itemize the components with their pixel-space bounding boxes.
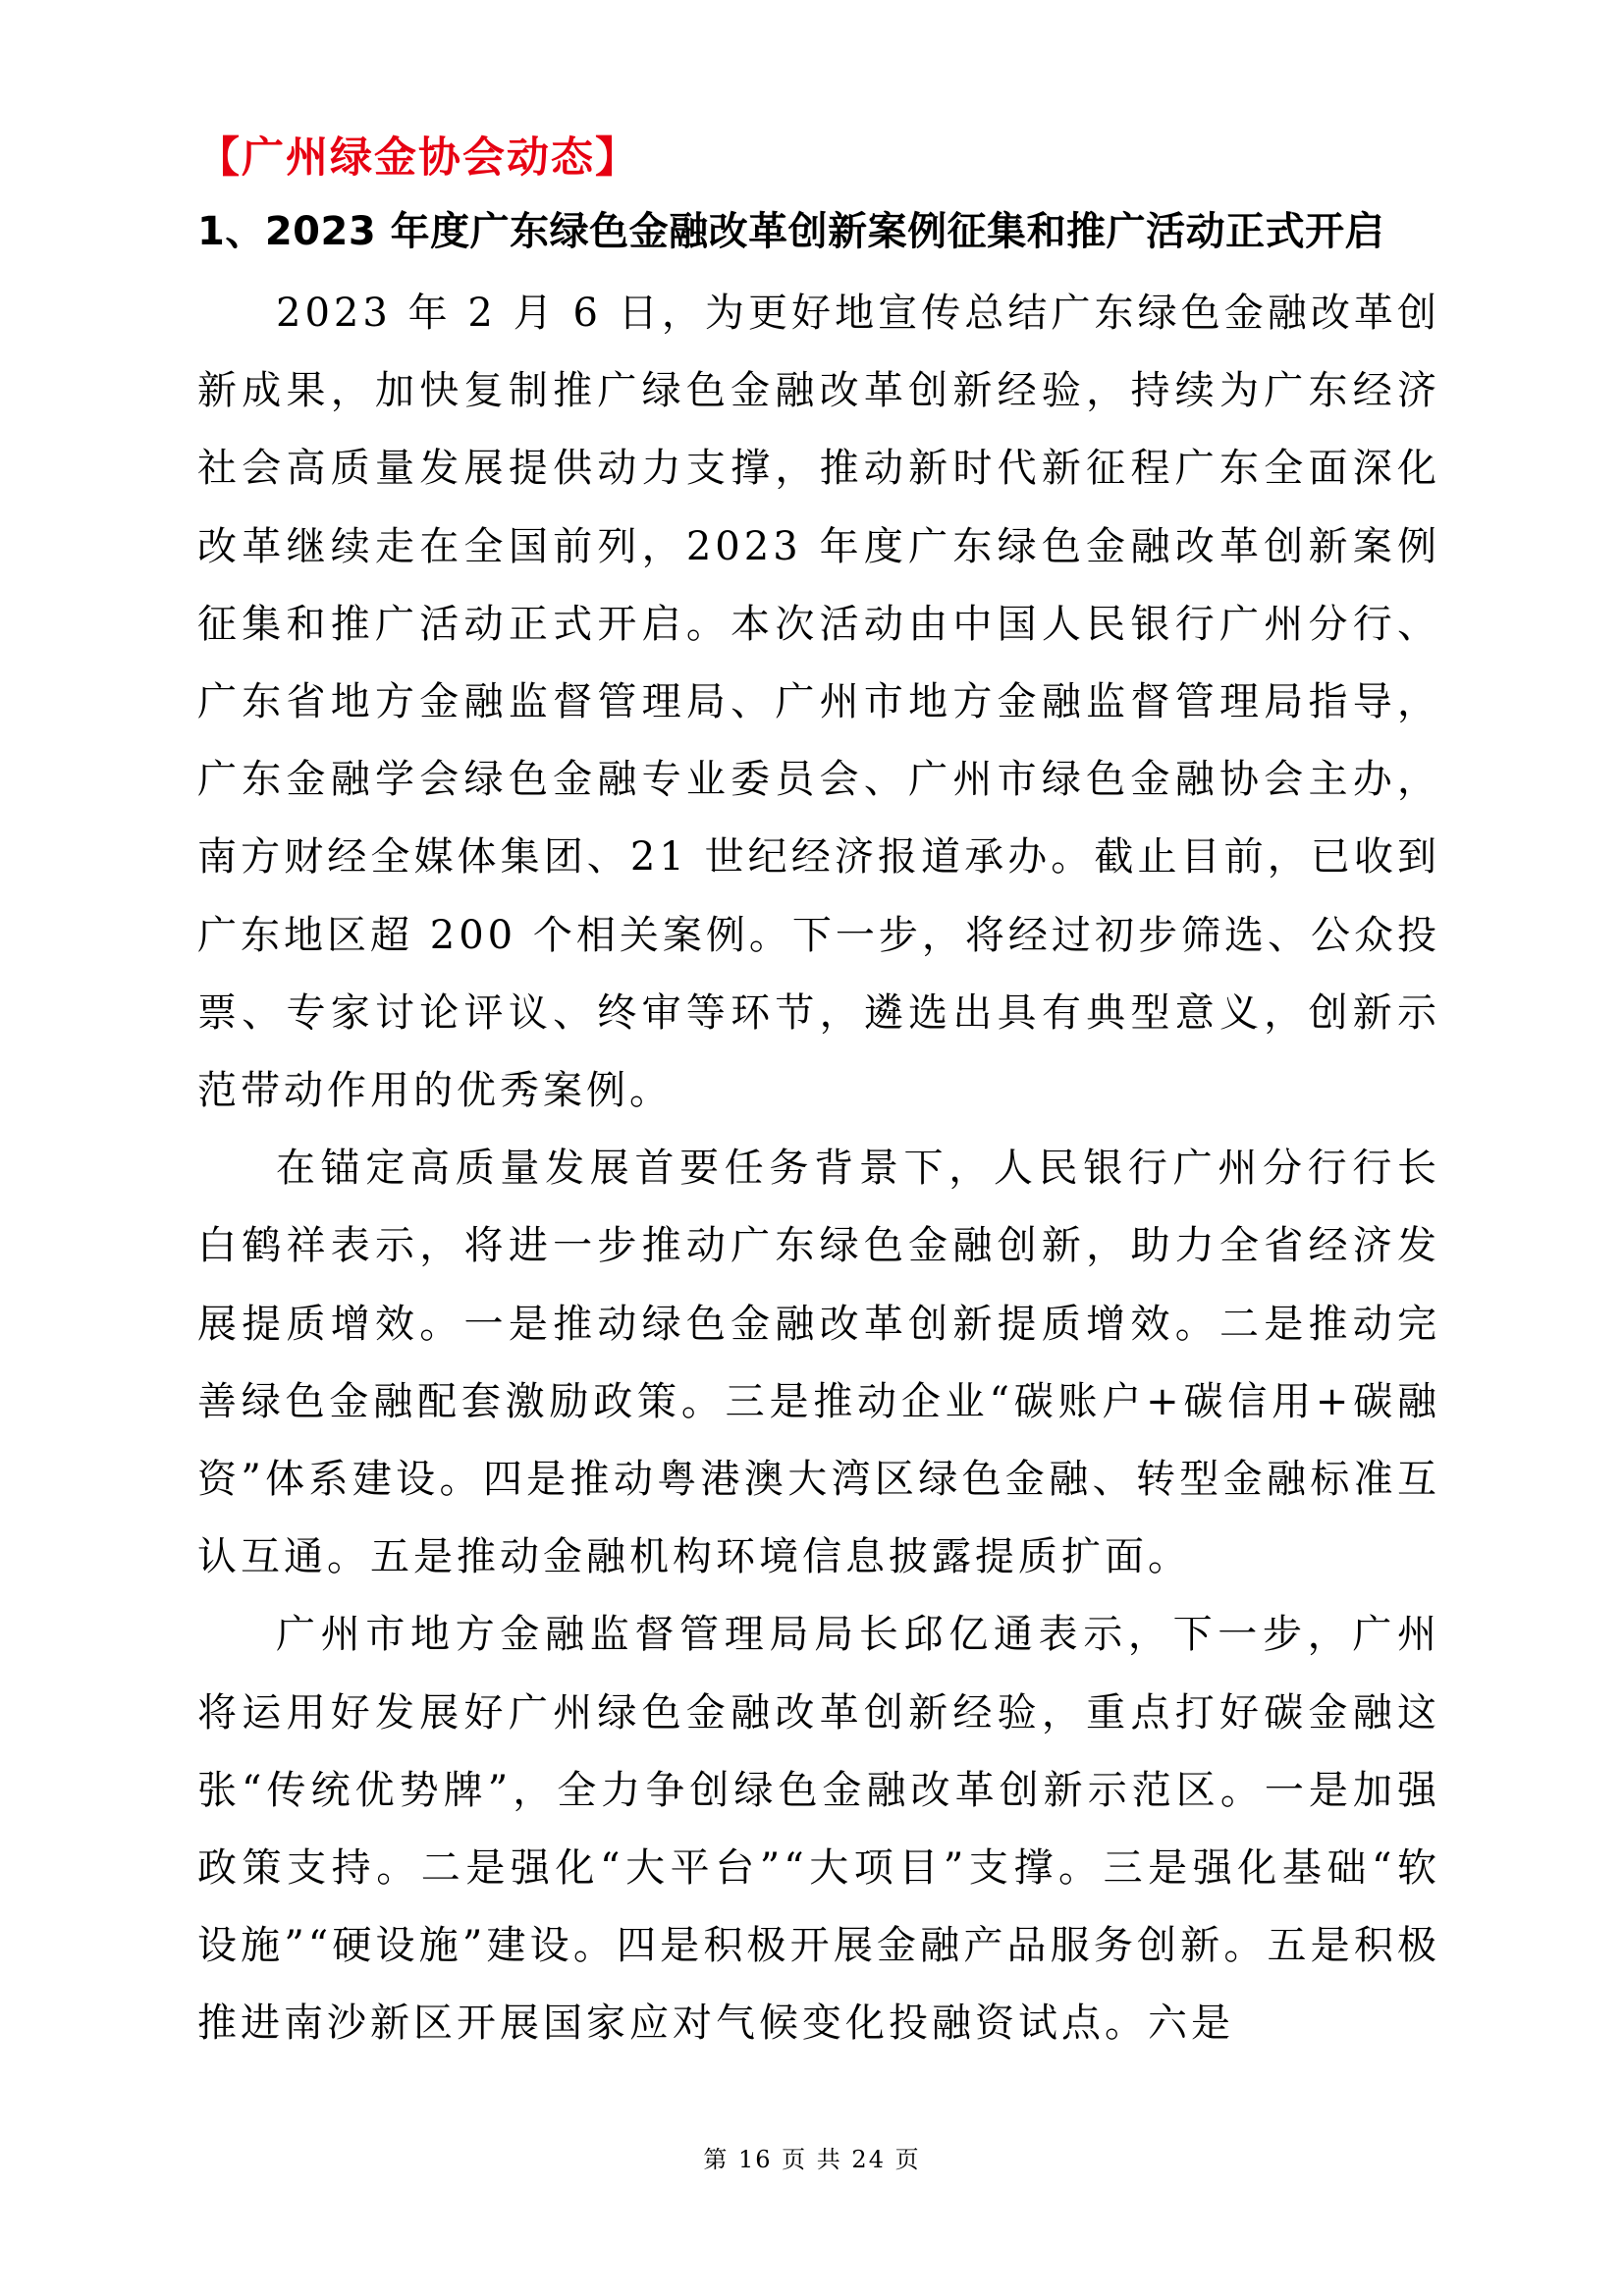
paragraph-2: 在锚定高质量发展首要任务背景下，人民银行广州分行行长白鹤祥表示，将进一步推动广东绿色金融创新，助力全省经济发展提质增效。一是推动绿色金融改革创新提质增效。二是推动完善绿色金融配套激励政策。三是推动企业“碳账户+碳信用+碳融资”体系建设。四是推动粤港澳大湾区绿色金融、转型金融标准互认互通。五是推动金融机构环境信息披露提质扩面。 — [197, 1146, 1440, 1580]
section-title: 【广州绿金协会动态】 — [197, 133, 639, 183]
paragraph-1: 2023 年 2 月 6 日，为更好地宣传总结广东绿色金融改革创新成果，加快复制推广绿色金融改革创新经验，持续为广东经济社会高质量发展提供动力支撑，推动新时代新征程广东全面深化改革继续走在全国前列，2023 年度广东绿色金融改革创新案例征集和推广活动正式开启。本次活动由中国人民银行广州分行、广东省地方金融监督管理局、广州市地方金融监督管理局指导，广东金融学会绿色金融专业委员会、广州市绿色金融协会主办，南方财经全媒体集团、21 世纪经济报道承办。截止目前，已收到广东地区超 200 个相关案例。下一步，将经过初步筛选、公众投票、专家讨论评议、终审等环节，遴选出具有典型意义，创新示范带动作用的优秀案例。 — [197, 291, 1440, 1114]
article-title: 1、2023 年度广东绿色金融改革创新案例征集和推广活动正式开启 — [197, 209, 1385, 254]
paragraph-3: 广州市地方金融监督管理局局长邱亿通表示，下一步，广州将运用好发展好广州绿色金融改革创新经验，重点打好碳金融这张“传统优势牌”，全力争创绿色金融改革创新示范区。一是加强政策支持。二是强化“大平台”“大项目”支撑。三是强化基础“软设施”“硬设施”建设。四是积极开展金融产品服务创新。五是积极推进南沙新区开展国家应对气候变化投融资试点。六是 — [197, 1612, 1440, 2047]
page-footer: 第 16 页 共 24 页 — [703, 2146, 921, 2173]
